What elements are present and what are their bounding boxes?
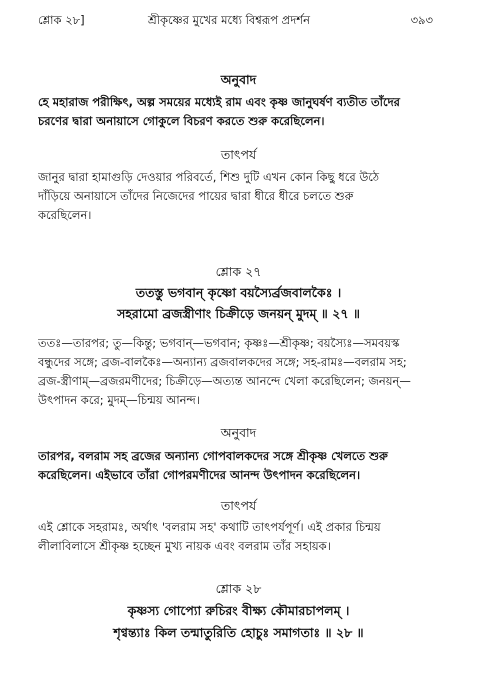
verse-27-line-2: সহরামো ব্রজস্ত্রীণাং চিক্রীড়ে জনয়ন্ মুদম্ ॥ ২৭ ॥: [117, 306, 360, 321]
text-line: জানুর দ্বারা হামাগুড়ি দেওয়ার পরিবর্তে, শিশু দুটি এখন কোন কিছু ধরে উঠে: [38, 170, 380, 184]
purport-heading-2: তাৎপর্য: [220, 498, 257, 513]
text-line: করেছিলেন।: [38, 208, 92, 222]
purport-text-2: [38, 518, 447, 556]
verse-28-heading: শ্লোক ২৮: [215, 581, 262, 596]
text-line: দাঁড়িয়ে অনায়াসে তাঁদের নিজেদের পায়ের দ্বারা ধীরে ধীরে চলতে শুরু: [38, 189, 354, 203]
synonym-line: ব্রজ-স্ত্রীণাম্—ব্রজরমণীদের; চিক্রীড়ে—অত্যন্ত আনন্দে খেলা করেছিলেন; জনয়ন্—: [38, 374, 411, 388]
text-line: এই শ্লোকে সহরামঃ, অর্থাৎ 'বলরাম সহ' কথাটি তাৎপর্যপূর্ণ। এই প্রকার চিন্ময়: [38, 520, 381, 534]
header-page-number: ৩৯৩: [410, 13, 433, 27]
text-line: তারপর, বলরাম সহ ব্রজের অন্যান্য গোপবালকদের সঙ্গে শ্রীকৃষ্ণ খেলতে শুরু: [38, 449, 388, 463]
synonym-line: ততঃ—তারপর; তু—কিন্তু; ভগবান্—ভগবান; কৃষ্ণঃ—শ্রীকৃষ্ণ; বয়স্যৈঃ—সমবয়স্ক: [38, 336, 400, 350]
text-line: করেছিলেন। এইভাবে তাঁরা গোপরমণীদের আনন্দ উৎপাদন করেছিলেন।: [38, 468, 361, 482]
synonym-line: বন্ধুদের সঙ্গে; ব্রজ-বালকৈঃ—অন্যান্য ব্রজবালকদের সঙ্গে; সহ-রামঃ—বলরাম সহ;: [38, 355, 407, 369]
purport-text-1: [38, 168, 447, 225]
purport-heading-1: তাৎপর্য: [220, 147, 257, 162]
text-line: চরণের দ্বারা অনায়াসে গোকুলে বিচরণ করতে শুরু করেছিলেন।: [38, 114, 325, 128]
text-line: লীলাবিলাসে শ্রীকৃষ্ণ হচ্ছেন মুখ্য নায়ক এবং বলরাম তাঁর সহায়ক।: [38, 539, 331, 553]
verse-27-line-1: ততস্তু ভগবান্ কৃষ্ণো বয়স্যৈর্ব্রজবালকৈঃ ।: [135, 285, 342, 300]
synonyms-27: [38, 334, 447, 410]
synonym-line: উৎপাদন করে; মুদম্—চিন্ময় আনন্দ।: [38, 393, 200, 407]
verse-27-heading: শ্লোক ২৭: [215, 264, 262, 279]
header-chapter-title: শ্রীকৃষ্ণের মুখের মধ্যে বিশ্বরূপ প্রদর্শন: [148, 13, 310, 27]
translation-text-2: [38, 447, 447, 485]
verse-28-line-1: কৃষ্ণস্য গোপ্যো রুচিরং বীক্ষ্য কৌমারচাপলম্ ।: [127, 603, 350, 618]
translation-heading-2: অনুবাদ: [220, 425, 257, 440]
translation-heading-1: অনুবাদ: [220, 72, 257, 87]
header-verse-ref: শ্লোক ২৮]: [38, 13, 85, 27]
translation-text-1: [38, 93, 447, 131]
text-line: হে মহারাজ পরীক্ষিৎ, অল্প সময়ের মধ্যেই রাম এবং কৃষ্ণ জানুঘর্ষণ ব্যতীত তাঁদের: [38, 95, 400, 109]
verse-28-line-2: শৃণ্বন্ত্যাঃ কিল তন্মাতুরিতি হোচুঃ সমাগতাঃ ॥ ২৮ ॥: [113, 625, 364, 640]
running-header: [38, 12, 433, 30]
